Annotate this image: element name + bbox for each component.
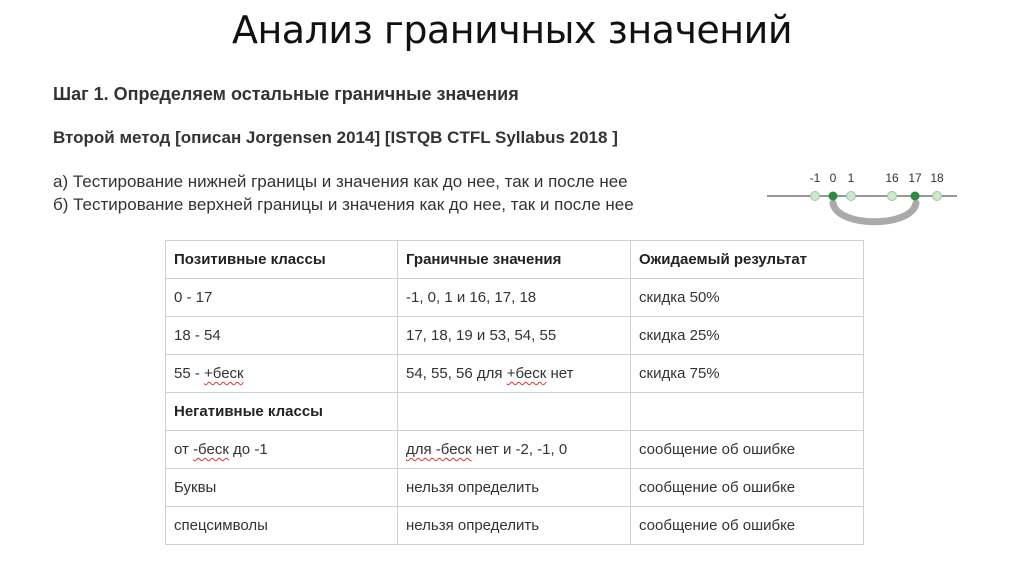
bounds-text: 17, 18, 19 и 53, 54, 55 [406,327,557,344]
neighbor-point [933,192,942,201]
bounds-text-tail: нет и -2, -1, 0 [471,441,568,458]
neighbor-point [888,192,897,201]
header-expected-result: Ожидаемый результат [631,241,864,279]
class-cell [166,279,398,317]
class-cell [166,431,398,469]
class-text: 0 - 17 [174,289,213,306]
table-header-row [166,241,864,279]
table-row [166,431,864,469]
bounds-cell: нельзя определить [398,469,631,507]
spellcheck-marked-text: +беск [204,365,244,382]
diagram-label: -1 [809,171,821,185]
spellcheck-marked-text: +беск [506,365,547,382]
table-row [166,317,864,355]
neighbor-point [847,192,856,201]
boundary-diagram [762,166,962,236]
lower-boundary-text: а) Тестирование нижней границы и значения как до нее, так и после нее [53,172,628,191]
diagram-label: 17 [908,171,922,185]
bounds-cell: нельзя определить [398,507,631,545]
class-cell [166,355,398,393]
bounds-text: -1, 0, 1 и 16, 17, 18 [406,289,537,306]
table-row [166,279,864,317]
result-cell: сообщение об ошибке [631,431,864,469]
table-row [166,507,864,545]
result-cell: скидка 50% [631,279,864,317]
neighbor-point [811,192,820,201]
bounds-cell [398,431,631,469]
header-boundary-values: Граничные значения [398,241,631,279]
spellcheck-marked-text: для -беск [406,441,472,458]
method-subheading: Второй метод [описан Jorgensen 2014] [ISTQB CTFL Syllabus 2018 ] [53,128,618,147]
diagram-label: 0 [829,171,837,185]
bounds-text-tail: нет [546,365,574,382]
bounds-cell [398,355,631,393]
negative-header-row [166,393,864,431]
result-cell: сообщение об ошибке [631,507,864,545]
bounds-cell [398,317,631,355]
result-cell: скидка 25% [631,317,864,355]
boundary-point [911,192,920,201]
empty-cell [631,393,864,431]
page-title: Анализ граничных значений [231,8,793,52]
upper-boundary-text: б) Тестирование верхней границы и значения как до нее, так и после нее [53,195,634,214]
class-text-tail: до -1 [228,441,268,458]
class-cell: Буквы [166,469,398,507]
table-row [166,355,864,393]
class-text: от [174,441,194,458]
class-text: 55 - [174,365,205,382]
diagram-label: 18 [930,171,944,185]
header-positive-classes: Позитивные классы [166,241,398,279]
bounds-cell [398,279,631,317]
class-text: 18 - 54 [174,327,221,344]
spellcheck-marked-text: -беск [193,441,229,458]
diagram-label: 16 [885,171,899,185]
negative-classes-heading: Негативные классы [166,393,398,431]
result-cell: сообщение об ошибке [631,469,864,507]
diagram-label: 1 [847,171,855,185]
boundary-point [829,192,838,201]
boundary-table [165,240,864,545]
result-cell: скидка 75% [631,355,864,393]
bounds-text: 54, 55, 56 для [406,365,507,382]
step-heading: Шаг 1. Определяем остальные граничные значения [53,84,519,104]
class-cell: спецсимволы [166,507,398,545]
range-arc [833,203,916,222]
class-cell [166,317,398,355]
table-row [166,469,864,507]
empty-cell [398,393,631,431]
